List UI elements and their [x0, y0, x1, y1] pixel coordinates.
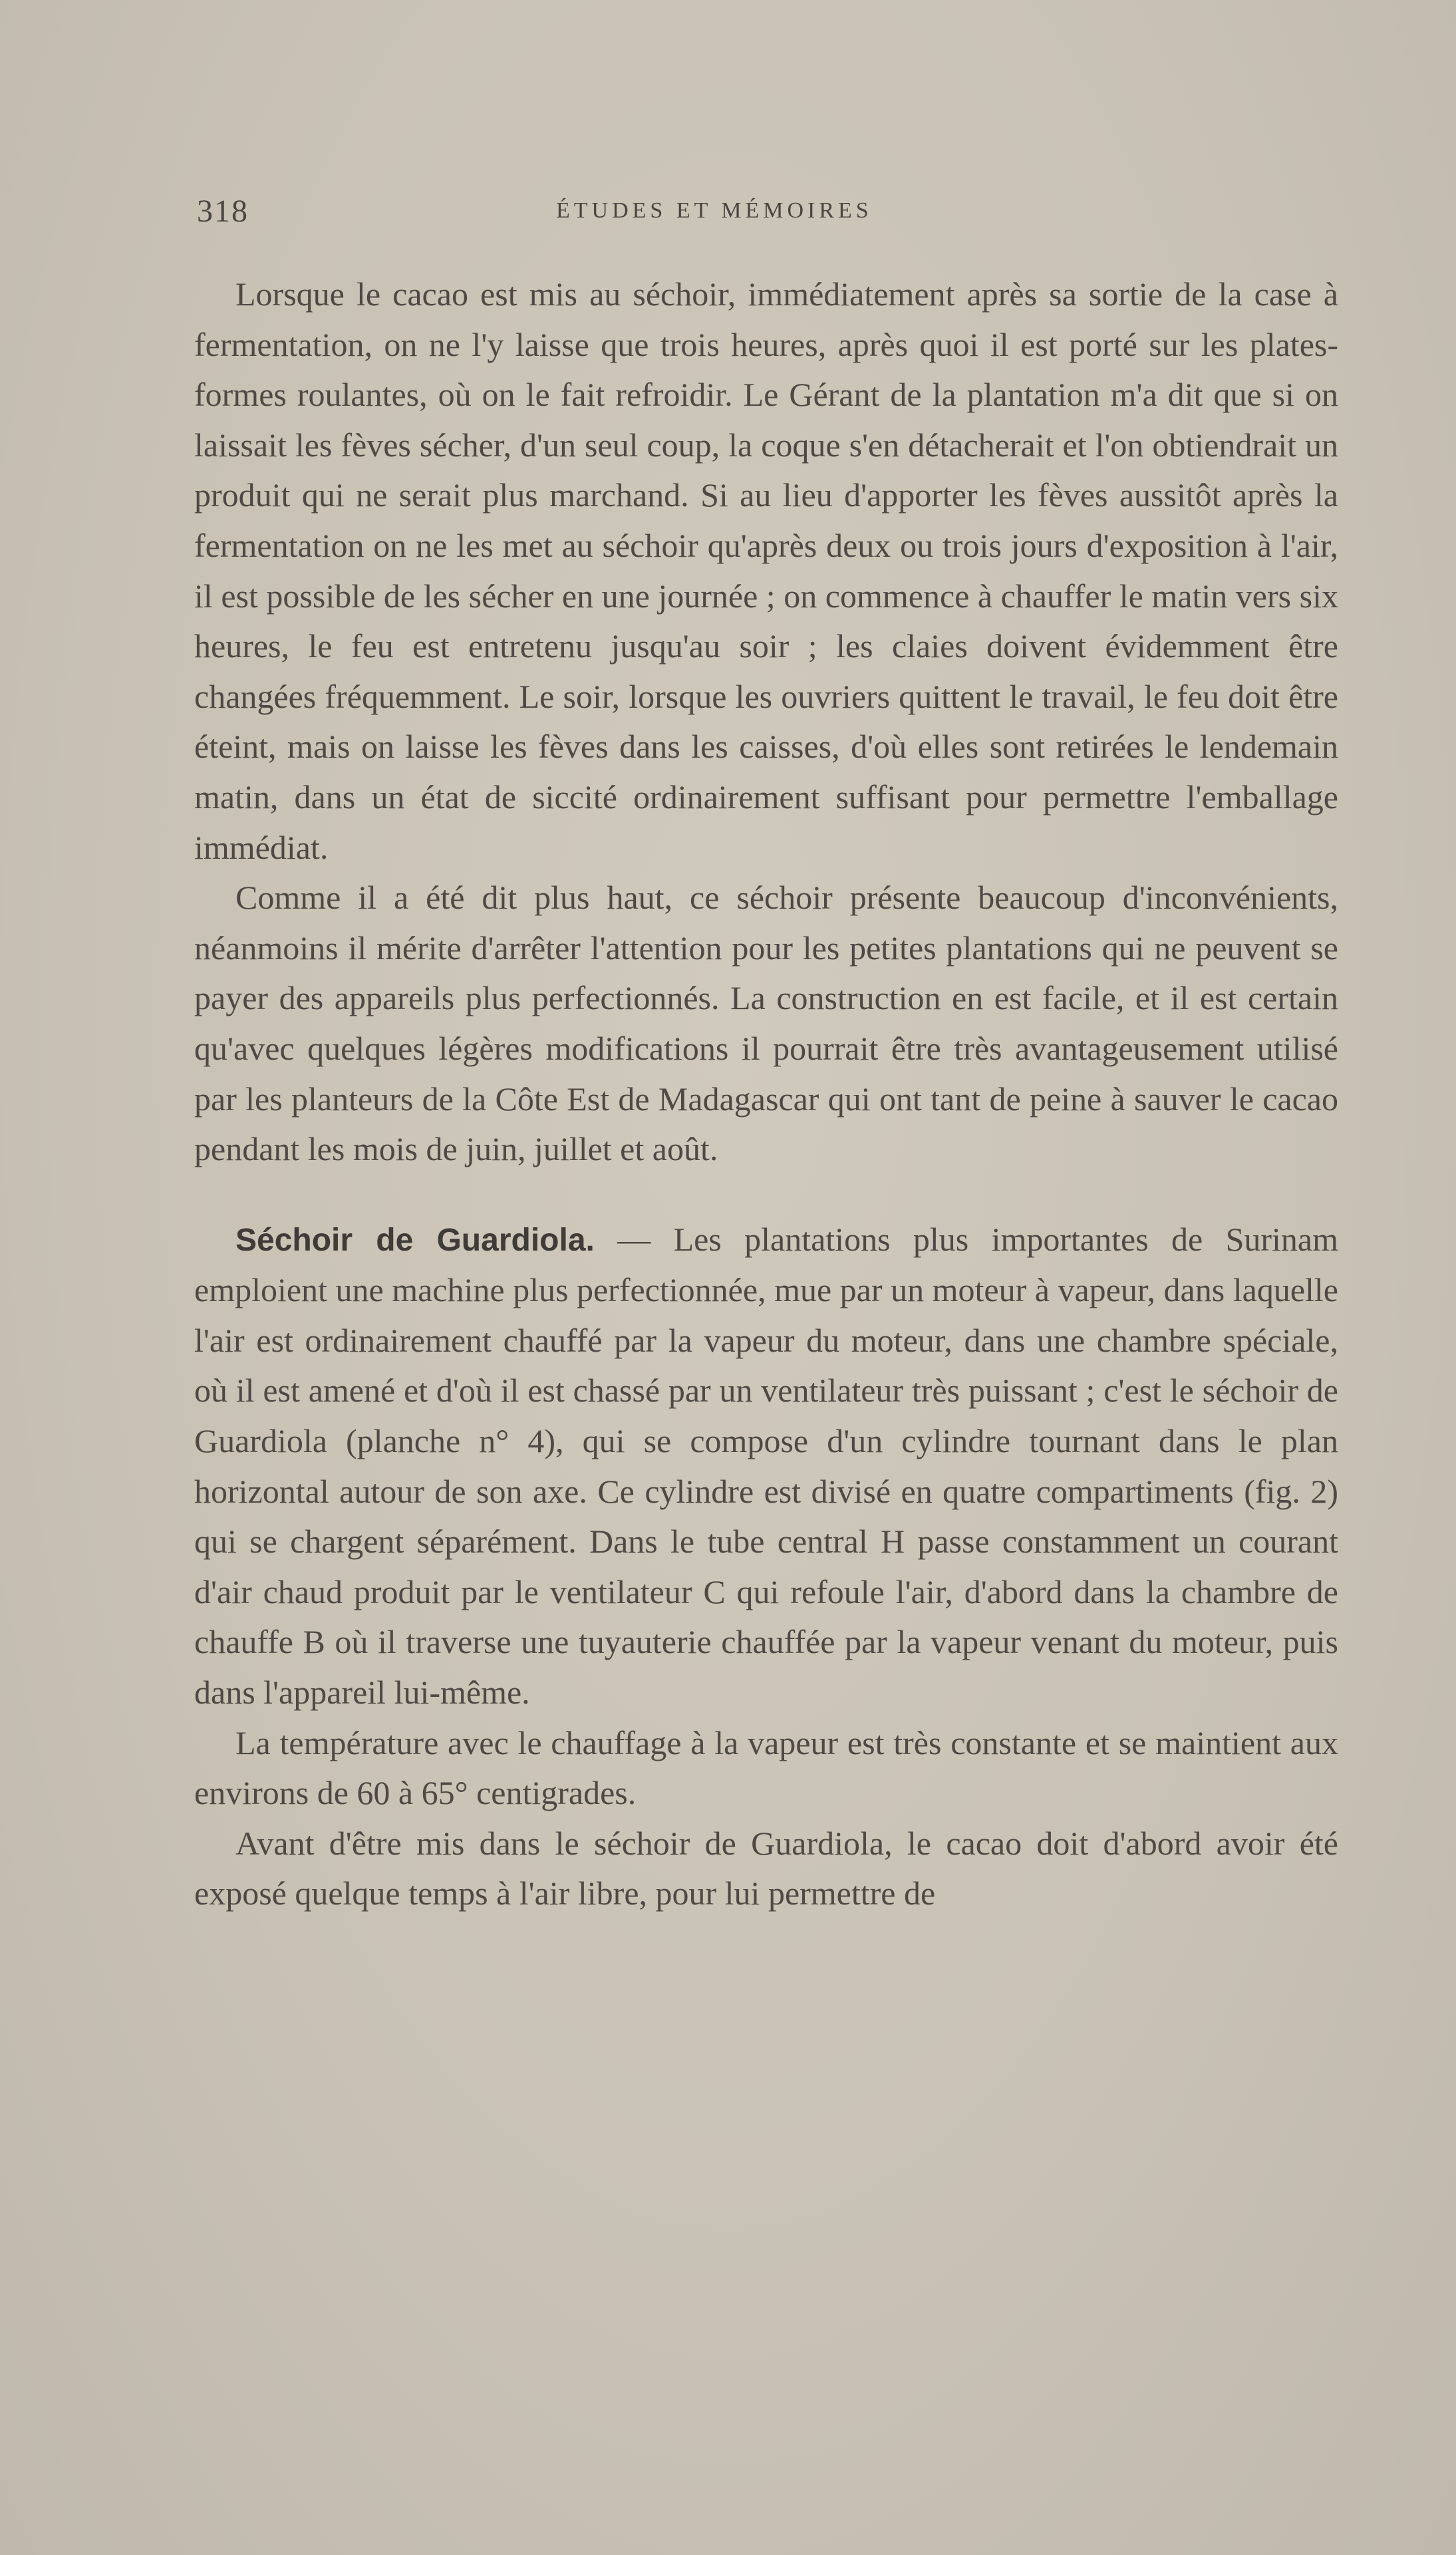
paragraph-drying-procedure: Lorsque le cacao est mis au séchoir, immédiatement après sa sortie de la case à fermentation, on ne l'y laisse que trois heures, après quoi il est porté sur les plates-formes roulantes, où on le fait refroidir. Le Gérant de la plantation m'a dit que si on laissait les fèves sécher, d'un seul coup, la coque s'en détacherait et l'on obtiendrait un produit qui ne serait plus marchand. Si au lieu d'apporter les fèves aussitôt après la fermentation on ne les met au séchoir qu'après deux ou trois jours d'exposition à l'air, il est possible de les sécher en une journée ; on commence à chauffer le matin vers six heures, le feu est entretenu jusqu'au soir ; les claies doivent évidemment être changées fréquemment. Le soir, lorsque les ouvriers quittent le travail, le feu doit être éteint, mais on laisse les fèves dans les caisses, d'où elles sont retirées le lendemain matin, dans un état de siccité ordinairement suffisant pour permettre l'emballage immédiat. [194, 275, 1338, 866]
paragraph-temperature: La température avec le chauffage à la vapeur est très constante et se maintient aux environs de 60 à 65° centigrades. [194, 1724, 1338, 1812]
body-text [194, 269, 1338, 1919]
paragraph-preparation: Avant d'être mis dans le séchoir de Guardiola, le cacao doit d'abord avoir été exposé quelque temps à l'air libre, pour lui permettre de [194, 1824, 1338, 1912]
paragraph-drier-assessment: Comme il a été dit plus haut, ce séchoir présente beaucoup d'inconvénients, néanmoins il mérite d'arrêter l'attention pour les petites plantations qui ne peuvent se payer des appareils plus perfectionnés. La construction en est facile, et il est certain qu'avec quelques légères modifications il pourrait être très avantageusement utilisé par les planteurs de la Côte Est de Madagascar qui ont tant de peine à sauver le cacao pendant les mois de juin, juillet et août. [194, 879, 1338, 1168]
paragraph-guardiola-body: — Les plantations plus importantes de Surinam emploient une machine plus perfectionnée, mue par un moteur à vapeur, dans laquelle l'air est ordinairement chauffé par la vapeur du moteur, dans une chambre spéciale, où il est amené et d'où il est chassé par un ventilateur très puissant ; c'est le séchoir de Guardiola (planche n° 4), qui se compose d'un cylindre tournant dans le plan horizontal autour de son axe. Ce cylindre est divisé en quatre compartiments (fig. 2) qui se chargent séparément. Dans le tube central H passe constamment un courant d'air chaud produit par le ventilateur C qui refoule l'air, d'abord dans la chambre de chauffe B où il traverse une tuyauterie chauffée par la vapeur venant du moteur, puis dans l'appareil lui-même. [194, 1220, 1338, 1712]
page-header [197, 193, 1334, 239]
section-title: Séchoir de Guardiola. [235, 1222, 595, 1258]
paragraph-guardiola-drier [194, 1215, 1338, 1718]
page-number: 318 [197, 194, 249, 229]
running-head: ÉTUDES ET MÉMOIRES [556, 198, 873, 223]
